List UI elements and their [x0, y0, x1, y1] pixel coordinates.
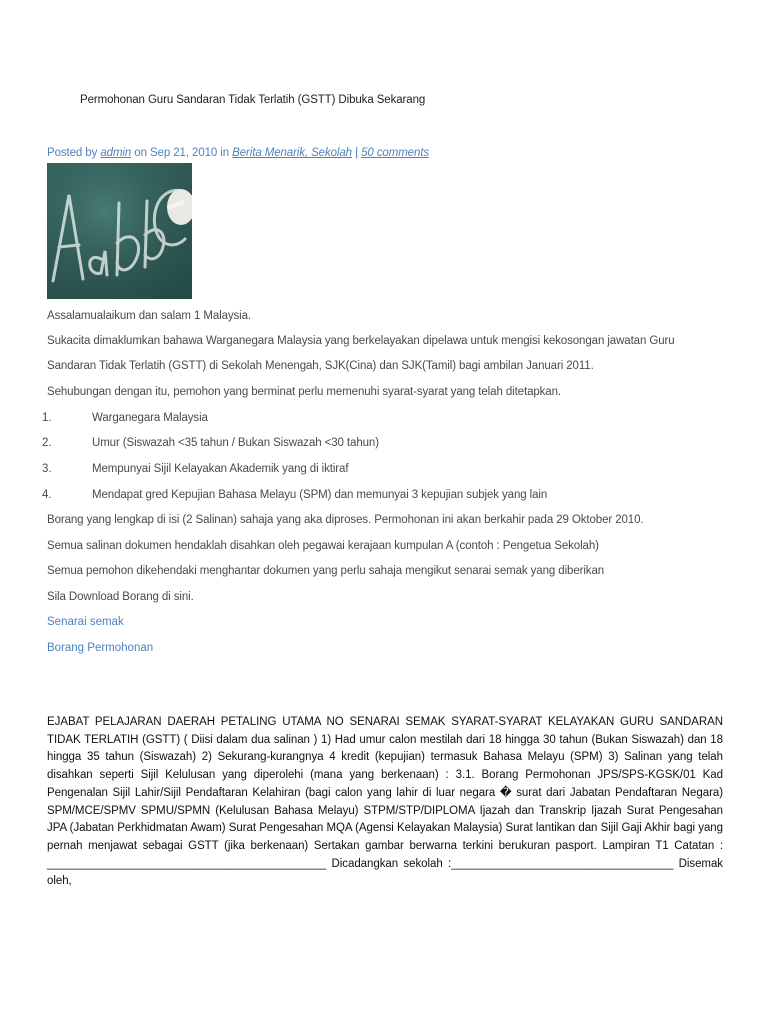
intro-paragraph-line2: Sandaran Tidak Terlatih (GSTT) di Sekolah Menengah, SJK(Cina) dan SJK(Tamil) bagi ambilan Januari 2011.	[47, 360, 594, 372]
post-date: on Sep 21, 2010 in	[134, 147, 230, 159]
meta-separator: |	[355, 147, 358, 159]
download-note: Sila Download Borang di sini.	[47, 591, 194, 603]
requirement-text: Mempunyai Sijil Kelayakan Akademik yang di iktiraf	[92, 463, 349, 475]
requirement-number: 4.	[42, 489, 52, 501]
deadline-note: Borang yang lengkap di isi (2 Salinan) sahaja yang aka diproses. Permohonan ini akan berkahir pada 29 Oktober 2010.	[47, 514, 644, 526]
checklist-text-block: EJABAT PELAJARAN DAERAH PETALING UTAMA NO SENARAI SEMAK SYARAT-SYARAT KELAYAKAN GURU SANDARAN TIDAK TERLATIH (GSTT) ( Diisi dalam dua salinan ) 1) Had umur calon mestilah dari 18 hingga 30 tahun (Bukan Siswazah) dan 18 hingga 35 tahun (Siswazah) 2) Sekurang-kurangnya 4 kredit (kepujian) termasuk Bahasa Melayu (SPM) 3) Salinan yang telah disahkan seperti Sijil Kelulusan yang diperolehi (mana yang berkenaan) : 3.1. Borang Permohonan JPS/SPS-KGSK/01 Kad Pengenalan Sijil Lahir/Sijil Pendaftaran Kelahiran (bagi calon yang lahir di luar negara � surat dari Jabatan Pendaftaran Negara) SPM/MCE/SPMV SPMU/SPMN (Kelulusan Bahasa Melayu) STPM/STP/DIPLOMA Ijazah dan Transkrip Ijazah Surat Pengesahan JPA (Jabatan Perkhidmatan Awam) Surat Pengesahan MQA (Agensi Kelayakan Malaysia) Surat lantikan dan Sijil Gaji Akhir bagi yang pernah menjawat sebagai GSTT (jika berkenaan) Sertakan gambar berwarna terkini berukuran pasport. Lampiran T1 Catatan : ____________________________________________ Dicadangkan sekolah :___________________________________ Disemak oleh,	[47, 716, 723, 888]
requirement-number: 1.	[42, 412, 52, 424]
author-link[interactable]: admin	[100, 147, 132, 159]
checklist-link[interactable]: Senarai semak	[47, 616, 124, 628]
requirement-number: 3.	[42, 463, 52, 475]
requirement-text: Umur (Siswazah <35 tahun / Bukan Siswazah <30 tahun)	[92, 437, 379, 449]
requirement-text: Warganegara Malaysia	[92, 412, 208, 424]
certification-note: Semua salinan dokumen hendaklah disahkan oleh pegawai kerajaan kumpulan A (contoh : Pengetua Sekolah)	[47, 540, 599, 552]
application-form-link[interactable]: Borang Permohonan	[47, 642, 154, 654]
requirement-number: 2.	[42, 437, 52, 449]
greeting-paragraph: Assalamualaikum dan salam 1 Malaysia.	[47, 310, 252, 322]
posted-by-label: Posted by	[47, 147, 98, 159]
chalkboard-image	[47, 163, 192, 299]
category-links[interactable]: Berita Menarik, Sekolah	[232, 147, 352, 159]
post-meta	[47, 147, 429, 159]
article-title: Permohonan Guru Sandaran Tidak Terlatih (GSTT) Dibuka Sekarang	[80, 94, 426, 106]
comments-link[interactable]: 50 comments	[361, 147, 430, 159]
requirements-intro: Sehubungan dengan itu, pemohon yang berminat perlu memenuhi syarat-syarat yang telah ditetapkan.	[47, 386, 561, 398]
chalkboard-drawing	[47, 163, 192, 299]
requirement-text: Mendapat gred Kepujian Bahasa Melayu (SPM) dan memunyai 3 kepujian subjek yang lain	[92, 489, 548, 501]
documents-note: Semua pemohon dikehendaki menghantar dokumen yang perlu sahaja mengikut senarai semak yang diberikan	[47, 565, 605, 577]
intro-paragraph-line1: Sukacita dimaklumkan bahawa Warganegara Malaysia yang berkelayakan dipelawa untuk mengisi kekosongan jawatan Guru	[47, 335, 675, 347]
